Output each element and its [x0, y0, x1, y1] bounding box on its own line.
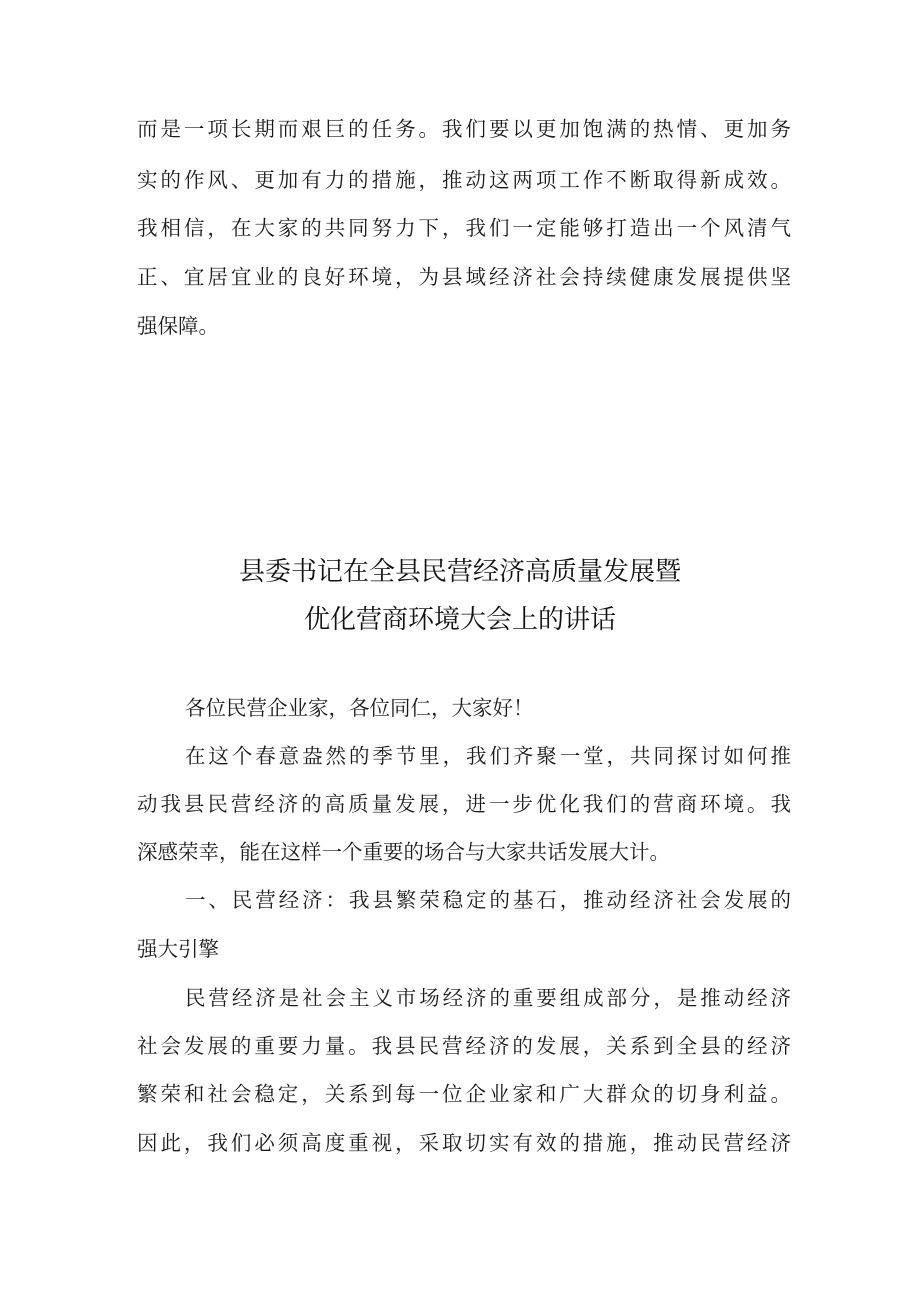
greeting: 各位民营企业家，各位同仁，大家好！	[185, 696, 534, 720]
body-line: 强保障。	[137, 314, 219, 338]
body-line: 我相信，在大家的共同努力下，我们一定能够打造出一个风清气	[137, 216, 791, 240]
body-line: 民营经济是社会主义市场经济的重要组成部分，是推动经济	[185, 986, 791, 1010]
body-line: 深感荣幸，能在这样一个重要的场合与大家共话发展大计。	[137, 840, 670, 864]
body-line: 繁荣和社会稳定，关系到每一位企业家和广大群众的切身利益。	[137, 1082, 791, 1106]
body-line: 实的作风、更加有力的措施，推动这两项工作不断取得新成效。	[137, 168, 791, 192]
body-line: 而是一项长期而艰巨的任务。我们要以更加饱满的热情、更加务	[137, 117, 791, 141]
title-line-2: 优化营商环境大会上的讲话	[303, 605, 616, 635]
body-line: 社会发展的重要力量。我县民营经济的发展，关系到全县的经济	[137, 1034, 791, 1058]
title-line-1: 县委书记在全县民营经济高质量发展暨	[238, 557, 681, 587]
body-line: 在这个春意盎然的季节里，我们齐聚一堂，共同探讨如何推	[185, 744, 791, 768]
section-heading: 强大引擎	[137, 937, 219, 961]
section-heading: 一、民营经济：我县繁荣稳定的基石，推动经济社会发展的	[185, 888, 791, 912]
body-line: 因此，我们必须高度重视，采取切实有效的措施，推动民营经济	[137, 1131, 791, 1155]
body-line: 正、宜居宜业的良好环境，为县域经济社会持续健康发展提供坚	[137, 265, 791, 289]
body-line: 动我县民营经济的高质量发展，进一步优化我们的营商环境。我	[137, 792, 791, 816]
